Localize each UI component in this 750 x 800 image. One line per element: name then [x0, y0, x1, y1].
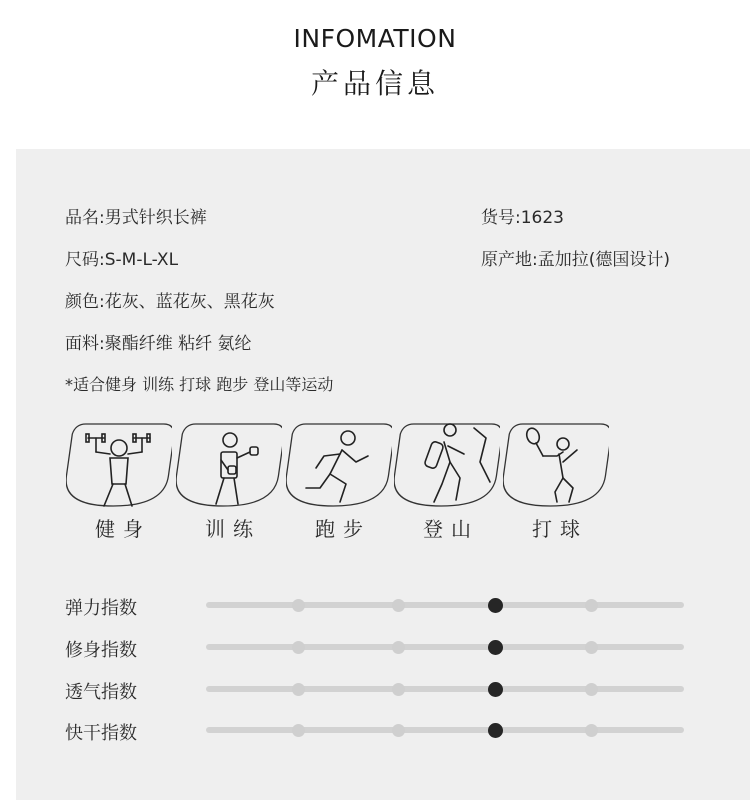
- rating-dot-slim-fit-3: [488, 640, 503, 655]
- activity-label-hiking: 登山: [423, 517, 479, 541]
- item-number-value: 1623: [520, 208, 564, 228]
- rating-dot-breathability-2: [392, 683, 405, 696]
- rating-dot-quick-dry-4: [585, 724, 598, 737]
- fabric-value: 聚酯纤维 粘纤 氨纶: [104, 334, 252, 354]
- rating-dot-quick-dry-2: [392, 724, 405, 737]
- origin-label: 原产地:: [481, 250, 538, 270]
- activity-label-ball-sports: 打球: [532, 517, 588, 541]
- fabric-row: [65, 329, 252, 354]
- metric-label-breathability: 透气指数: [65, 682, 137, 703]
- metric-label-slim-fit: 修身指数: [65, 640, 137, 661]
- activity-label-fitness: 健身: [95, 517, 151, 541]
- rating-dot-elasticity-3: [488, 598, 503, 613]
- origin-row: [481, 245, 670, 270]
- title-chinese: 产品信息: [310, 67, 439, 100]
- color-label: 颜色:: [65, 292, 105, 312]
- metric-label-quick-dry: 快干指数: [65, 723, 137, 744]
- suitable-activities-note: *适合健身 训练 打球 跑步 登山等运动: [65, 375, 334, 394]
- title-english: INFOMATION: [293, 24, 457, 53]
- hiking-icon: [394, 422, 500, 508]
- rating-dot-slim-fit-4: [585, 641, 598, 654]
- size-row: [65, 245, 178, 270]
- rating-dot-quick-dry-1: [292, 724, 305, 737]
- metric-track-quick-dry: [206, 727, 684, 733]
- activity-label-running: 跑步: [315, 517, 371, 541]
- activity-card-ball-sports: [503, 422, 609, 508]
- rating-dot-elasticity-2: [392, 599, 405, 612]
- color-row: [65, 287, 275, 312]
- size-label: 尺码:: [65, 250, 105, 270]
- activity-card-hiking: [394, 422, 500, 508]
- rating-dot-quick-dry-3: [488, 723, 503, 738]
- color-value: 花灰、蓝花灰、黑花灰: [104, 292, 275, 312]
- rating-dot-breathability-3: [488, 682, 503, 697]
- size-value: S-M-L-XL: [104, 250, 179, 270]
- activity-card-running: [286, 422, 392, 508]
- fitness-icon: [66, 422, 172, 508]
- metric-track-slim-fit: [206, 644, 684, 650]
- rating-dot-elasticity-4: [585, 599, 598, 612]
- product-name-value: 男式针织长裤: [104, 208, 207, 228]
- metric-label-elasticity: 弹力指数: [65, 598, 137, 619]
- item-number-label: 货号:: [481, 208, 521, 228]
- product-name-row: [65, 203, 207, 228]
- running-icon: [286, 422, 392, 508]
- rating-dot-breathability-4: [585, 683, 598, 696]
- activity-card-training: [176, 422, 282, 508]
- rating-dot-slim-fit-2: [392, 641, 405, 654]
- metric-track-elasticity: [206, 602, 684, 608]
- origin-value: 孟加拉(德国设计): [537, 250, 670, 270]
- rating-dot-slim-fit-1: [292, 641, 305, 654]
- activity-card-fitness: [66, 422, 172, 508]
- metric-track-breathability: [206, 686, 684, 692]
- activity-label-training: 训练: [205, 517, 261, 541]
- page-header: [0, 0, 750, 150]
- info-panel: [16, 149, 750, 800]
- training-icon: [176, 422, 282, 508]
- item-number-row: [481, 203, 564, 228]
- rating-dot-breathability-1: [292, 683, 305, 696]
- fabric-label: 面料:: [65, 334, 105, 354]
- product-name-label: 品名:: [65, 208, 105, 228]
- ball-sports-icon: [503, 422, 609, 508]
- rating-dot-elasticity-1: [292, 599, 305, 612]
